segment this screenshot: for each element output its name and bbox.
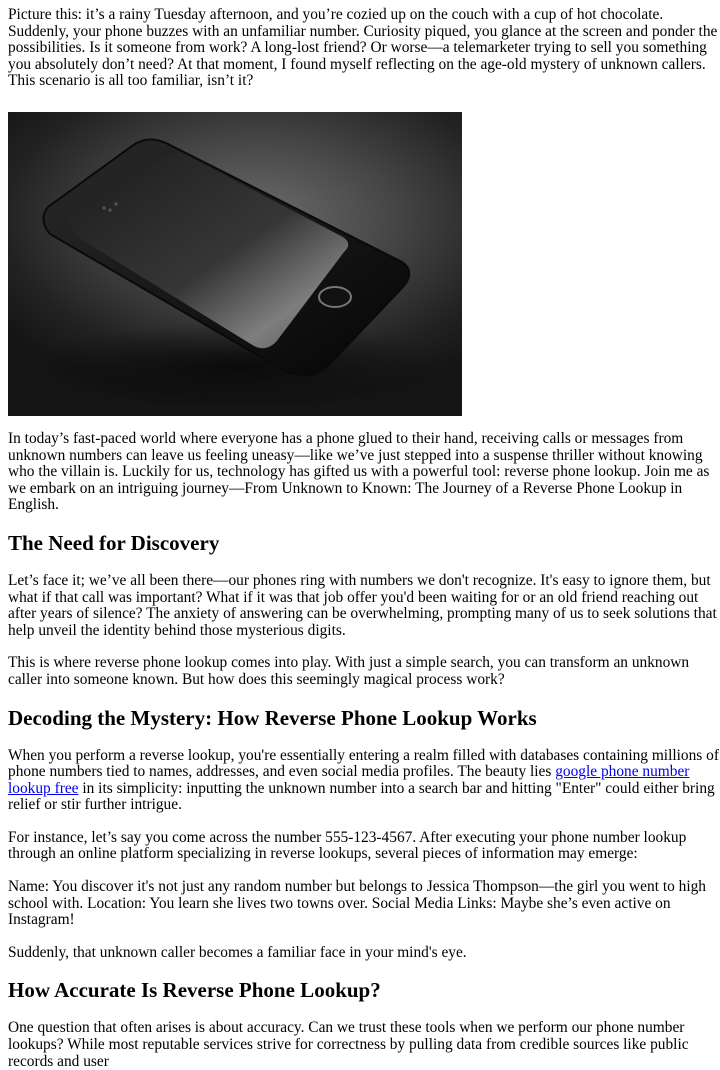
section-2-paragraph-3: Name: You discover it's not just any random number but belongs to Jessica Thompson—the girl you went to high school with. Location: You learn she lives two towns over. Social Media Links: Maybe she’s even active on Instagram! — [8, 878, 706, 929]
google-phone-lookup-link[interactable]: google phone number lookup free — [8, 763, 690, 797]
smartphone-illustration — [8, 112, 462, 416]
intro-paragraph: Picture this: it’s a rainy Tuesday afternoon, and you’re cozied up on the couch with a cup of hot chocolate. Suddenly, your phone buzzes with an unfamiliar number. Curiosity piqued, you glance at the screen and ponder the possibilities. Is it someone from work? A long-lost friend? Or worse—a telemarketer trying to sell you something you absolutely don’t need? At that moment, I found myself reflecting on the age-old mystery of unknown callers. This scenario is all too familiar, isn’t it? — [8, 6, 718, 90]
section-heading-decoding-mystery: Decoding the Mystery: How Reverse Phone Lookup Works — [8, 705, 537, 730]
section-2-paragraph-1 — [8, 748, 720, 814]
paragraph-text-before-link: When you perform a reverse lookup, you're essentially entering a realm filled with databases containing millions of phone numbers tied to names, addresses, and even social media profiles. The beauty lies — [8, 746, 719, 781]
section-heading-accuracy: How Accurate Is Reverse Phone Lookup? — [8, 978, 381, 1003]
section-1-paragraph-1: Let’s face it; we’ve all been there—our phones ring with numbers we don't recognize. It's easy to ignore them, but what if that call was important? What if it was that job offer you'd been waiting for or an old friend reaching out after years of silence? The anxiety of answering can be overwhelming, prompting many of us to seek solutions that help unveil the identity behind those mysterious digits. — [8, 571, 717, 639]
section-heading-need-for-discovery: The Need for Discovery — [8, 530, 220, 555]
section-2-paragraph-4: Suddenly, that unknown caller becomes a familiar face in your mind's eye. — [8, 943, 467, 961]
article — [8, 0, 720, 1070]
paragraph-text-after-link: in its simplicity: inputting the unknown number into a search bar and hitting "Enter" could either bring relief or stir further intrigue. — [8, 779, 715, 814]
section-1-paragraph-2: This is where reverse phone lookup comes into play. With just a simple search, you can transform an unknown caller into someone known. But how does this seemingly magical process work? — [8, 654, 690, 688]
section-3-paragraph-1: One question that often arises is about accuracy. Can we trust these tools when we perform our phone number lookups? While most reputable services strive for correctness by pulling data from credible sources like public records and user — [8, 1019, 689, 1070]
paragraph-2: In today’s fast-paced world where everyone has a phone glued to their hand, receiving calls or messages from unknown numbers can leave us feeling uneasy—like we’ve just stepped into a suspense thriller without knowing who the villain is. Luckily for us, technology has gifted us with a powerful tool: reverse phone lookup. Join me as we embark on an intriguing journey—From Unknown to Known: The Journey of a Reverse Phone Lookup in English. — [8, 429, 710, 514]
section-2-paragraph-2: For instance, let’s say you come across the number 555-123-4567. After executing your phone number lookup through an online platform specializing in reverse lookups, several pieces of information may emerge: — [8, 828, 687, 863]
smartphone-photo — [8, 112, 462, 416]
